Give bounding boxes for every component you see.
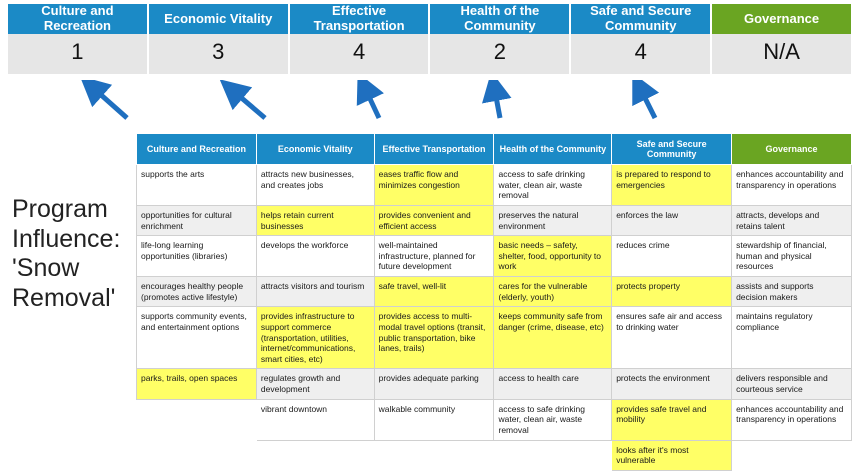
- matrix-cell: opportunities for cultural enrichment: [137, 205, 257, 235]
- matrix-cell: access to health care: [494, 369, 612, 399]
- table-row: [137, 440, 852, 470]
- priority-header-culture-and-recreation[interactable]: Culture and Recreation: [8, 4, 149, 34]
- matrix-cell: reduces crime: [612, 236, 732, 277]
- matrix-cell: provides access to multi-modal travel options (transit, public transportation, bike lanes, trails): [374, 307, 494, 369]
- program-influence-caption: [12, 195, 132, 313]
- matrix-header-economic-vitality: Economic Vitality: [256, 134, 374, 165]
- priority-score-economic-vitality: 3: [149, 34, 290, 74]
- table-row: [137, 369, 852, 399]
- matrix-cell: supports community events, and entertainment options: [137, 307, 257, 369]
- matrix-header-effective-transportation: Effective Transportation: [374, 134, 494, 165]
- table-row: [137, 205, 852, 235]
- matrix-cell: [374, 440, 494, 470]
- matrix-header-culture-and-recreation: Culture and Recreation: [137, 134, 257, 165]
- matrix-cell: protects the environment: [612, 369, 732, 399]
- priority-score-effective-transportation: 4: [290, 34, 431, 74]
- matrix-header-health-of-the-community: Health of the Community: [494, 134, 612, 165]
- matrix-cell: preserves the natural environment: [494, 205, 612, 235]
- matrix-cell: helps retain current businesses: [256, 205, 374, 235]
- priority-header-safe-and-secure-community[interactable]: Safe and Secure Community: [571, 4, 712, 34]
- priority-header-economic-vitality[interactable]: Economic Vitality: [149, 4, 290, 34]
- matrix-cell: access to safe drinking water, clean air, waste removal: [494, 399, 612, 440]
- caption-line-1: Program: [12, 195, 108, 223]
- matrix-cell: assists and supports decision makers: [732, 277, 852, 307]
- priority-header-effective-transportation[interactable]: Effective Transportation: [290, 4, 431, 34]
- table-row: [137, 236, 852, 277]
- matrix-cell: provides infrastructure to support commerce (transportation, utilities, internet/communications, smart cities, etc): [256, 307, 374, 369]
- priority-score-row: [8, 34, 851, 74]
- arrow-health-of-the-community: [494, 86, 500, 118]
- matrix-cell: basic needs – safety, shelter, food, opportunity to work: [494, 236, 612, 277]
- matrix-cell: enhances accountability and transparency in operations: [732, 399, 852, 440]
- matrix-cell: encourages healthy people (promotes active lifestyle): [137, 277, 257, 307]
- matrix-cell: access to safe drinking water, clean air, waste removal: [494, 165, 612, 206]
- matrix-cell: keeps community safe from danger (crime, disease, etc): [494, 307, 612, 369]
- matrix-header-safe-and-secure-community: Safe and Secure Community: [612, 134, 732, 165]
- priority-header-row: [8, 4, 851, 34]
- priority-score-safe-and-secure-community: 4: [571, 34, 712, 74]
- matrix-header-row: [137, 134, 852, 165]
- table-row: [137, 307, 852, 369]
- matrix-header-governance: Governance: [732, 134, 852, 165]
- caption-line-4: Removal': [12, 283, 116, 312]
- matrix-cell: safe travel, well-lit: [374, 277, 494, 307]
- arrow-effective-transportation: [364, 86, 379, 118]
- matrix-cell: is prepared to respond to emergencies: [612, 165, 732, 206]
- matrix-cell: maintains regulatory compliance: [732, 307, 852, 369]
- caption-line-3: 'Snow: [12, 254, 80, 282]
- matrix-cell: [256, 440, 374, 470]
- table-row: [137, 399, 852, 440]
- matrix-cell: cares for the vulnerable (elderly, youth): [494, 277, 612, 307]
- matrix-cell: attracts new businesses, and creates jobs: [256, 165, 374, 206]
- matrix-cell: regulates growth and development: [256, 369, 374, 399]
- matrix-cell: provides adequate parking: [374, 369, 494, 399]
- matrix-cell: attracts, develops and retains talent: [732, 205, 852, 235]
- community-priorities-matrix: [136, 133, 852, 471]
- priority-score-culture-and-recreation: 1: [8, 34, 149, 74]
- priority-score-health-of-the-community: 2: [430, 34, 571, 74]
- arrow-economic-vitality: [231, 89, 265, 118]
- table-row: [137, 277, 852, 307]
- matrix-cell: eases traffic flow and minimizes congestion: [374, 165, 494, 206]
- priority-header-health-of-the-community[interactable]: Health of the Community: [430, 4, 571, 34]
- matrix-cell: enhances accountability and transparency in operations: [732, 165, 852, 206]
- matrix-cell: develops the workforce: [256, 236, 374, 277]
- matrix-cell: ensures safe air and access to drinking water: [612, 307, 732, 369]
- matrix-cell: attracts visitors and tourism: [256, 277, 374, 307]
- matrix-cell: supports the arts: [137, 165, 257, 206]
- matrix-cell: provides safe travel and mobility: [612, 399, 732, 440]
- arrow-culture-and-recreation: [91, 86, 127, 118]
- matrix-cell: parks, trails, open spaces: [137, 369, 257, 399]
- table-row: [137, 165, 852, 206]
- matrix-cell: provides convenient and efficient access: [374, 205, 494, 235]
- matrix-cell: delivers responsible and courteous service: [732, 369, 852, 399]
- matrix-cell: [137, 399, 257, 440]
- matrix-cell: enforces the law: [612, 205, 732, 235]
- priority-header-governance[interactable]: Governance: [712, 4, 851, 34]
- matrix-cell: vibrant downtown: [256, 399, 374, 440]
- matrix-cell: walkable community: [374, 399, 494, 440]
- priority-summary-strip: [8, 4, 851, 74]
- matrix-cell: life-long learning opportunities (libraries): [137, 236, 257, 277]
- matrix-cell: [494, 440, 612, 470]
- matrix-cell: well-maintained infrastructure, planned for future development: [374, 236, 494, 277]
- matrix-cell: [732, 440, 852, 470]
- caption-line-2: Influence:: [12, 224, 121, 253]
- tally-arrows-group: [0, 80, 859, 135]
- matrix-cell: looks after it's most vulnerable: [612, 440, 732, 470]
- arrow-safe-and-secure-community: [639, 86, 655, 118]
- matrix-cell: protects property: [612, 277, 732, 307]
- matrix-cell: [137, 440, 257, 470]
- matrix-cell: stewardship of financial, human and physical resources: [732, 236, 852, 277]
- priority-score-governance: N/A: [763, 39, 800, 64]
